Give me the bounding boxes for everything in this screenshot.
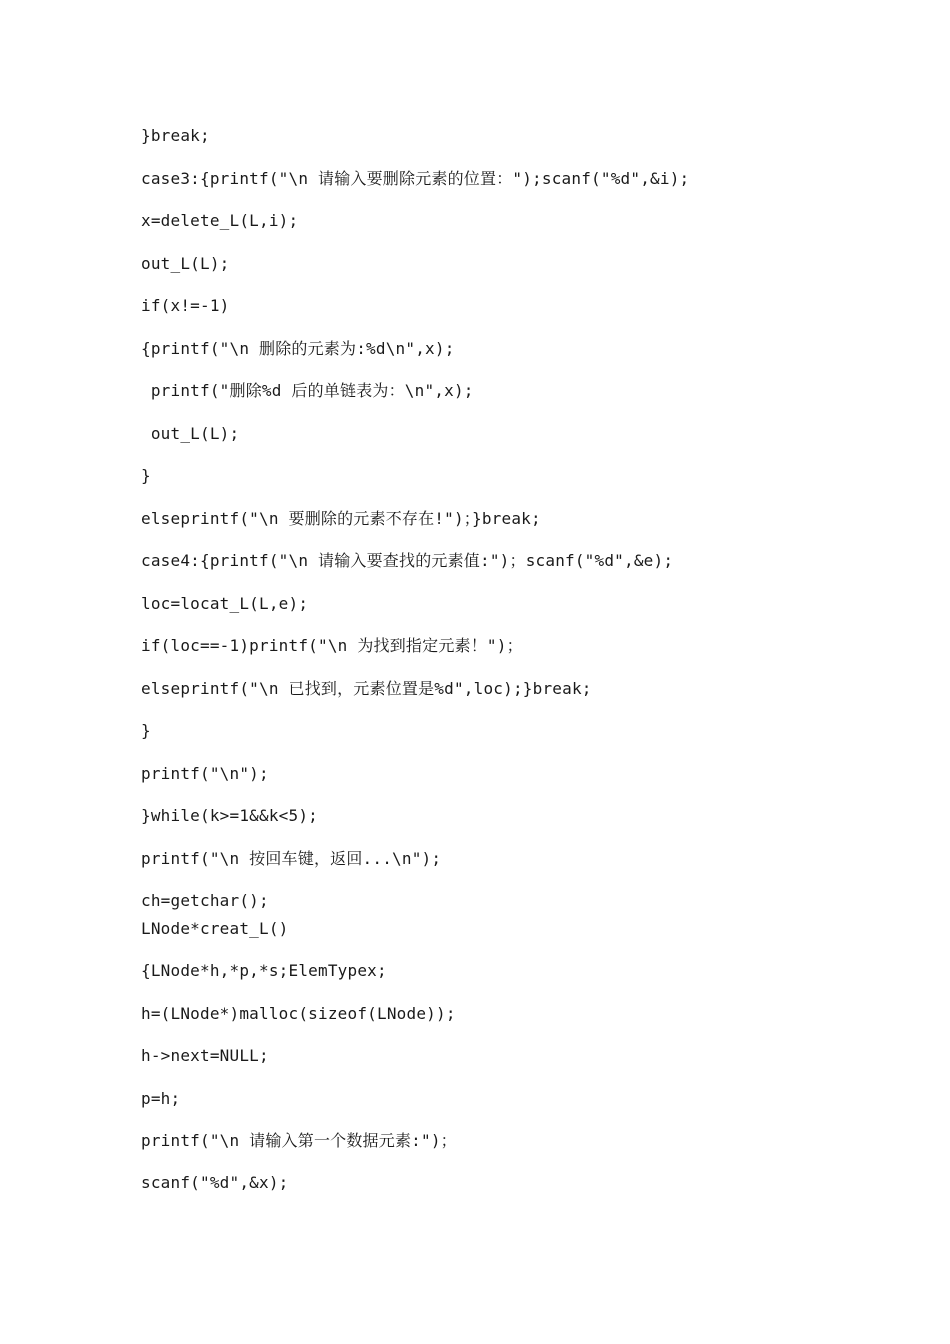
code-line: } — [141, 466, 151, 485]
code-line: p=h; — [141, 1089, 181, 1108]
code-line: out_L(L); — [141, 254, 230, 273]
code-line: elseprintf("\n 已找到，元素位置是%d",loc);}break; — [141, 679, 592, 698]
code-line: case4:{printf("\n 请输入要查找的元素值:")；scanf("%d",&e); — [141, 551, 674, 570]
code-line: LNode*creat_L() — [141, 919, 289, 938]
code-line: }while(k>=1&&k<5); — [141, 806, 318, 825]
code-line: if(loc==-1)printf("\n 为找到指定元素！")； — [141, 636, 523, 655]
code-line: x=delete_L(L,i); — [141, 211, 299, 230]
code-line: if(x!=-1) — [141, 296, 230, 315]
code-line: } — [141, 721, 151, 740]
code-line: }break; — [141, 126, 210, 145]
code-line: printf("\n 请输入第一个数据元素:")； — [141, 1131, 457, 1150]
code-line: loc=locat_L(L,e); — [141, 594, 309, 613]
code-line: {printf("\n 删除的元素为:%d\n",x); — [141, 339, 455, 358]
code-line: {LNode*h,*p,*s;ElemTypex; — [141, 961, 387, 980]
code-line: printf("\n"); — [141, 764, 269, 783]
code-line: elseprintf("\n 要删除的元素不存在!")；}break; — [141, 509, 541, 528]
code-line: printf("删除%d 后的单链表为：\n",x); — [141, 381, 474, 400]
code-line: h->next=NULL; — [141, 1046, 269, 1065]
code-line: case3:{printf("\n 请输入要删除元素的位置：");scanf("%d",&i); — [141, 169, 690, 188]
code-line: h=(LNode*)malloc(sizeof(LNode)); — [141, 1004, 456, 1023]
code-line: scanf("%d",&x); — [141, 1173, 289, 1192]
code-line: ch=getchar(); — [141, 891, 269, 910]
code-line: printf("\n 按回车键，返回...\n"); — [141, 849, 442, 868]
code-line: out_L(L); — [141, 424, 240, 443]
